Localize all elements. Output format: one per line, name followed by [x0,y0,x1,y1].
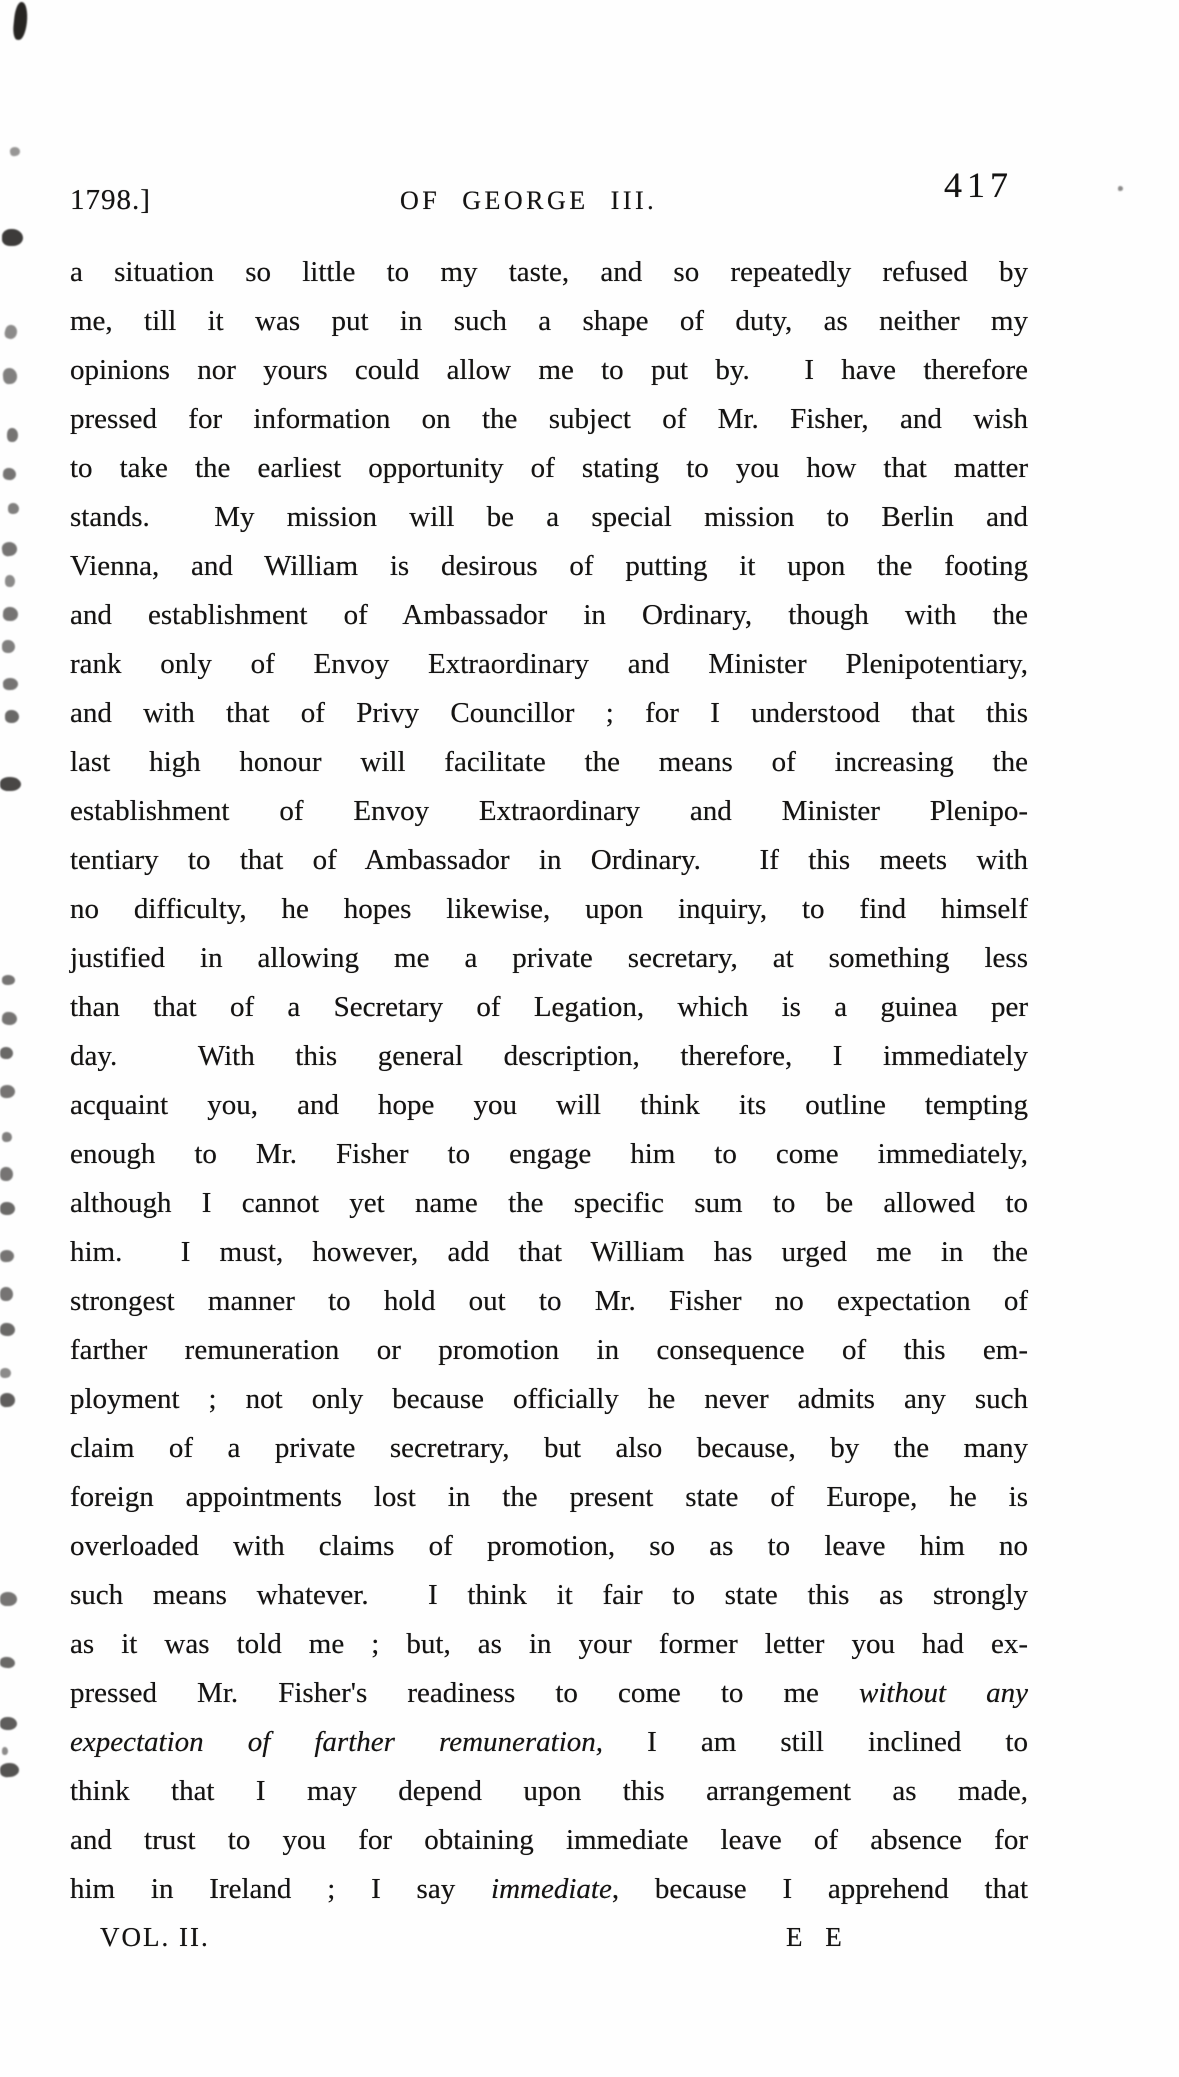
ink-smudge [5,710,19,723]
text-line: such means whatever. I think it fair to state this as strongly [70,1579,1028,1611]
ink-smudge [5,575,15,587]
ink-smudge [0,777,21,791]
text-line: justified in allowing me a private secretary, at something less [70,942,1028,974]
text-line: him. I must, however, add that William has urged me in the [70,1236,1028,1268]
ink-smudge [1,1011,17,1025]
ink-smudge [0,1167,13,1182]
ink-smudge [2,367,17,384]
text-line: rank only of Envoy Extraordinary and Minister Plenipotentiary, [70,648,1028,680]
text-line: and trust to you for obtaining immediate leave of absence for [70,1824,1028,1856]
ink-smudge [3,677,19,690]
text-line: day. With this general description, therefore, I immediately [70,1040,1028,1072]
text-line: a situation so little to my taste, and so repeatedly refused by [70,256,1028,288]
ink-smudge [3,324,18,341]
ink-smudge [3,606,19,621]
ink-smudge [9,146,20,157]
ink-smudge [2,229,23,246]
ink-smudge [1,541,18,557]
ink-smudge [0,1393,15,1408]
ink-smudge [2,1747,8,1755]
text-line: stands. My mission will be a special mission to Berlin and [70,501,1028,533]
text-line: and establishment of Ambassador in Ordinary, though with the [70,599,1028,631]
ink-smudge [1118,186,1123,191]
page-number: 417 [944,165,1013,205]
ink-smudge [0,1717,17,1730]
text-line: pressed Mr. Fisher's readiness to come to me without any [70,1677,1028,1709]
ink-smudge [2,640,15,653]
ink-smudge [0,1322,15,1336]
ink-smudge [3,467,17,480]
text-line: than that of a Secretary of Legation, which is a guinea per [70,991,1028,1023]
ink-smudge [0,1368,11,1378]
ink-smudge [0,1084,16,1098]
text-line: think that I may depend upon this arrangement as made, [70,1775,1028,1807]
ink-smudge [7,428,18,442]
text-line: although I cannot yet name the specific sum to be allowed to [70,1187,1028,1219]
ink-smudge [12,1,29,40]
text-line: Vienna, and William is desirous of putting it upon the footing [70,550,1028,582]
text-line: last high honour will facilitate the means of increasing the [70,746,1028,778]
text-line: enough to Mr. Fisher to engage him to come immediately, [70,1138,1028,1170]
ink-smudge [0,1656,15,1668]
text-line: ployment ; not only because officially he never admits any such [70,1383,1028,1415]
text-line: and with that of Privy Councillor ; for I understood that this [70,697,1028,729]
letter-body-text [70,248,1028,1914]
ink-smudge [2,975,15,985]
ink-smudge [0,1202,15,1215]
text-line: opinions nor yours could allow me to put by. I have therefore [70,354,1028,386]
ink-smudge [2,1132,12,1142]
text-line: me, till it was put in such a shape of duty, as neither my [70,305,1028,337]
ink-smudge [0,1287,13,1301]
text-line: no difficulty, he hopes likewise, upon inquiry, to find himself [70,893,1028,925]
text-line: overloaded with claims of promotion, so as to leave him no [70,1530,1028,1562]
text-line: him in Ireland ; I say immediate, because I apprehend that [70,1873,1028,1905]
text-line: as it was told me ; but, as in your former letter you had ex- [70,1628,1028,1660]
volume-label: VOL. II. [100,1922,210,1952]
ink-smudge [8,503,19,514]
text-line: farther remuneration or promotion in consequence of this em- [70,1334,1028,1366]
running-title: OF GEORGE III. [400,186,658,215]
text-line: tentiary to that of Ambassador in Ordinary. If this meets with [70,844,1028,876]
ink-smudge [0,1047,13,1059]
text-line: expectation of farther remuneration, I am still inclined to [70,1726,1028,1758]
text-line: claim of a private secretrary, but also because, by the many [70,1432,1028,1464]
ink-smudge [0,1592,17,1606]
text-line: pressed for information on the subject of Mr. Fisher, and wish [70,403,1028,435]
ink-smudge [0,1762,19,1777]
text-line: acquaint you, and hope you will think its outline tempting [70,1089,1028,1121]
ink-smudge [0,1249,15,1262]
text-line: establishment of Envoy Extraordinary and Minister Plenipo- [70,795,1028,827]
header-year: 1798.] [70,184,151,216]
text-line: to take the earliest opportunity of stating to you how that matter [70,452,1028,484]
text-line: foreign appointments lost in the present state of Europe, he is [70,1481,1028,1513]
printer-signature-mark: E E [786,1922,846,1952]
text-line: strongest manner to hold out to Mr. Fisher no expectation of [70,1285,1028,1317]
